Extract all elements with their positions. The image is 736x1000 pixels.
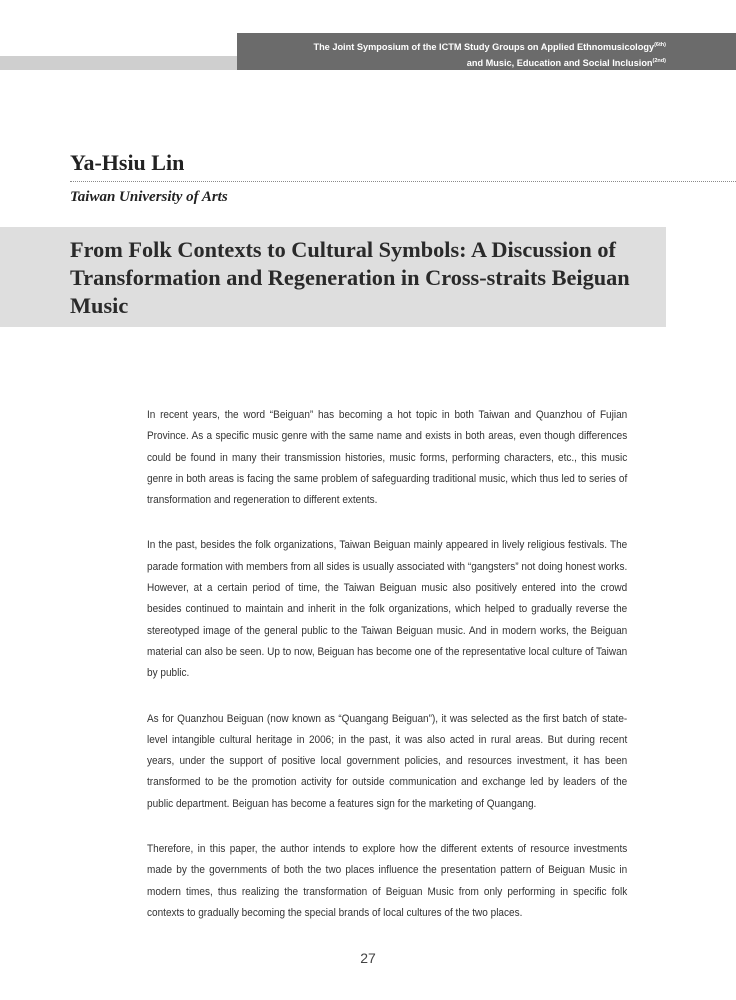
abstract-paragraph: Therefore, in this paper, the author intends to explore how the different extents of resource investments made by the governments of both the two places influence the presentation pattern of Beiguan Music in modern times, thus realizing the transformation of Beiguan Music from only performing in specific folk contexts to gradually becoming the special brands of local cultures of the two places. xyxy=(147,843,628,919)
author-name: Ya-Hsiu Lin xyxy=(70,150,185,175)
abstract-paragraph: As for Quanzhou Beiguan (now known as “Quangang Beiguan”), it was selected as the first batch of state-level intangible cultural heritage in 2006; in the past, it was also acted in rural areas. But during recent years, under the support of positive local government policies, and resources investment, it has been transformed to be the promotion activity for outside communication and exchange led by leaders of the public department. Beiguan has become a features sign for the marketing of Quangang. xyxy=(147,712,628,810)
paper-title: From Folk Contexts to Cultural Symbols: A Discussion of Transformation and Regeneration in Cross-straits Beiguan Music xyxy=(70,237,630,318)
abstract-paragraph: In the past, besides the folk organizations, Taiwan Beiguan mainly appeared in lively religious festivals. The parade formation with members from all sides is usually associated with “gangsters” not doing honest works. However, at a certain period of time, the Taiwan Beiguan music also positively entered into the crowd besides continued to maintain and inherit in the folk organizations, which helped to gradually reverse the stereotyped image of the general public to the Taiwan Beiguan music. And in modern works, the Beiguan material can also be seen. Up to now, Beiguan has become one of the representative local culture of Taiwan by public. xyxy=(147,539,628,680)
page-number: 27 xyxy=(360,950,376,966)
abstract xyxy=(147,405,627,948)
header-line-1: The Joint Symposium of the ICTM Study Groups on Applied Ethnomusicology$^{(6th)}$ xyxy=(313,42,666,52)
abstract-paragraph: In recent years, the word “Beiguan” has becoming a hot topic in both Taiwan and Quanzhou of Fujian Province. As a specific music genre with the same name and exists in both areas, even though differences could be found in many their transmission histories, music forms, performing characters, etc., this music genre in both areas is facing the same problem of safeguarding traditional music, which thus led to series of transformation and regeneration to different extents. xyxy=(147,409,628,507)
running-header xyxy=(237,33,736,70)
header-line-2: and Music, Education and Social Inclusion$^{(2nd)}$ xyxy=(466,58,666,68)
author-affiliation: Taiwan University of Arts xyxy=(70,189,228,205)
dotted-divider xyxy=(70,181,736,182)
